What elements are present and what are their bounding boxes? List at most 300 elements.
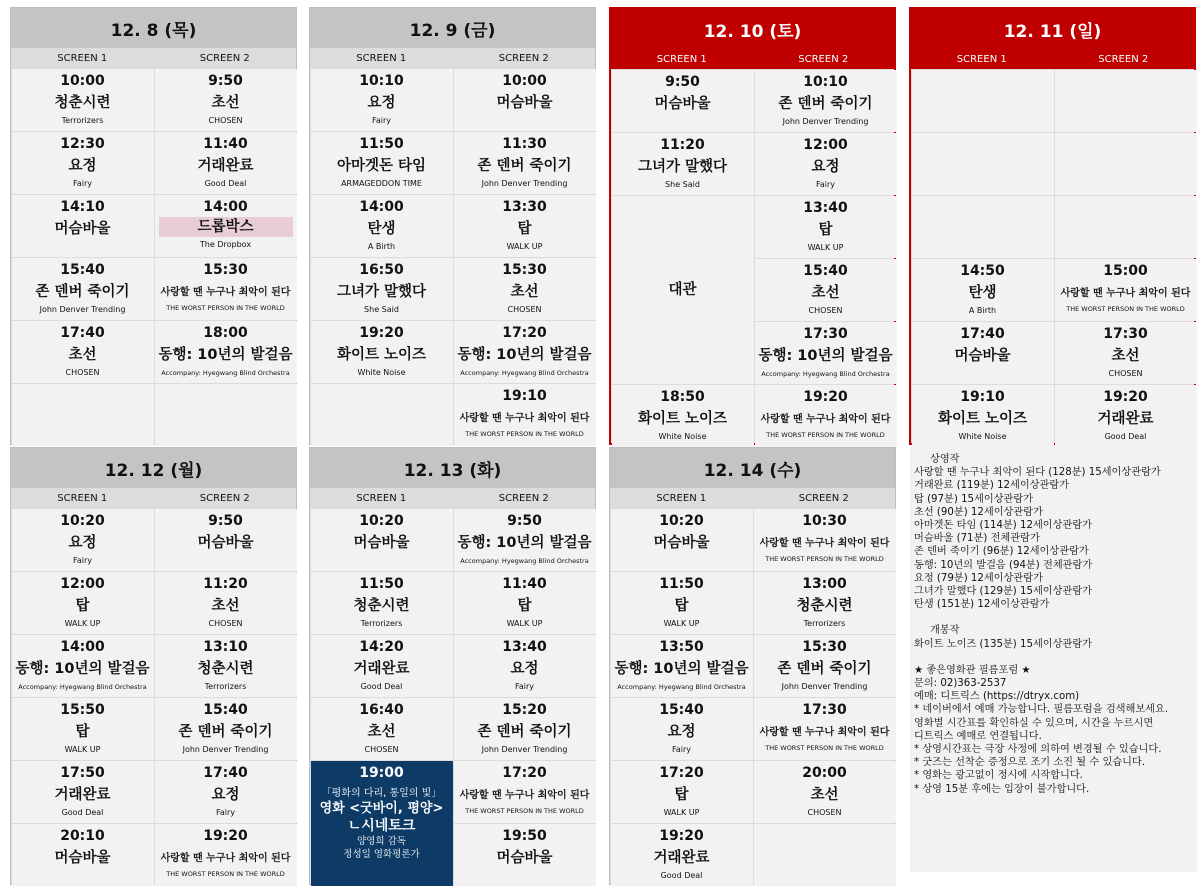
- screen-1-label: SCREEN 1: [656, 492, 707, 504]
- film-title-ko: 머슴바울: [654, 96, 711, 113]
- film-title-en: THE WORST PERSON IN THE WORLD: [765, 555, 884, 564]
- screening-cell[interactable]: [155, 635, 297, 697]
- film-title-en: Fairy: [72, 556, 92, 566]
- film-title-en: CHOSEN: [364, 745, 399, 755]
- screening-cell[interactable]: [1055, 259, 1197, 321]
- screening-cell[interactable]: [454, 132, 596, 194]
- screening-cell[interactable]: [754, 572, 896, 634]
- screening-cell[interactable]: [912, 322, 1054, 384]
- day-schedule: [609, 447, 896, 885]
- screening-cell[interactable]: [611, 572, 753, 634]
- screening-time: 11:20: [660, 137, 705, 154]
- film-title-ko: 청춘시련: [54, 95, 111, 112]
- screen-2-label: SCREEN 2: [498, 52, 549, 64]
- film-title-en: ARMAGEDDON TIME: [341, 179, 422, 189]
- film-title-ko: 동행: 10년의 발걸음: [457, 347, 592, 364]
- screening-cell[interactable]: [755, 70, 897, 132]
- screening-cell[interactable]: [311, 698, 453, 760]
- film-title-en: John Denver Trending: [781, 682, 868, 692]
- event-title: 영화 <굿바이, 평양>: [319, 801, 444, 817]
- screen-headers: [11, 48, 296, 68]
- film-title-ko: 탑: [517, 598, 532, 615]
- screening-cell[interactable]: [612, 133, 754, 195]
- screening-cell[interactable]: [155, 698, 297, 760]
- film-rating-item: 그녀가 말했다 (129분) 15세이상관람가: [914, 586, 1093, 598]
- day-schedule: [609, 7, 896, 445]
- day-date: 12. 11 (일): [911, 9, 1194, 49]
- info-line: * 상영시간표는 극장 사정에 의하여 변경될 수 있습니다.: [914, 744, 1162, 756]
- film-title-en: CHOSEN: [208, 116, 243, 126]
- screening-cell: [12, 384, 154, 446]
- info-line: 예매: 디트릭스 (https://dtryx.com): [914, 691, 1080, 703]
- film-title-ko: 존 덴버 죽이기: [477, 724, 572, 741]
- screening-time: 16:50: [359, 262, 404, 279]
- screening-cell[interactable]: [454, 572, 596, 634]
- film-rating-item: 동행: 10년의 발걸음 (94분) 전체관람가: [914, 559, 1093, 571]
- film-title-ko: 거래완료: [197, 158, 254, 175]
- screen-headers: [611, 49, 894, 69]
- screening-cell[interactable]: [912, 385, 1054, 447]
- info-line: 디트릭스 예매로 연결됩니다.: [914, 730, 1042, 742]
- screening-cell[interactable]: [611, 698, 753, 760]
- screening-cell[interactable]: [754, 698, 896, 760]
- screening-cell[interactable]: [311, 195, 453, 257]
- screening-time: 9:50: [208, 513, 243, 530]
- screening-time: 18:00: [203, 325, 248, 342]
- films-list: [914, 466, 1193, 611]
- screen-1-label: SCREEN 1: [656, 53, 707, 65]
- film-rating-item: 초선 (90분) 12세이상관람가: [914, 506, 1043, 518]
- screening-cell[interactable]: [12, 698, 154, 760]
- screening-time: 13:10: [203, 639, 248, 656]
- screening-time: 14:20: [359, 639, 404, 656]
- film-title-en: WALK UP: [663, 619, 700, 629]
- film-title-en: John Denver Trending: [481, 745, 568, 755]
- info-line: 문의: 02)363-2537: [914, 678, 1007, 690]
- film-title-en: CHOSEN: [807, 808, 842, 818]
- screening-time: 15:00: [1103, 263, 1148, 280]
- day-date: 12. 14 (수): [610, 448, 895, 488]
- screening-time: 17:40: [60, 325, 105, 342]
- screening-time: 14:10: [60, 199, 105, 216]
- screening-time: 12:00: [803, 137, 848, 154]
- films-heading: 상영작: [930, 454, 960, 465]
- film-title-en: THE WORST PERSON IN THE WORLD: [765, 744, 884, 753]
- film-title-en: White Noise: [958, 432, 1007, 442]
- screening-cell[interactable]: [755, 133, 897, 195]
- film-title-ko: 청춘시련: [796, 598, 853, 615]
- screen-headers: [310, 488, 595, 508]
- screening-time: 14:00: [203, 199, 248, 216]
- screening-time: 15:30: [502, 262, 547, 279]
- screen-1-label: SCREEN 1: [356, 492, 407, 504]
- screening-cell[interactable]: [454, 69, 596, 131]
- film-title-ko: 요정: [811, 159, 840, 176]
- screening-cell[interactable]: [454, 761, 596, 823]
- screening-cell[interactable]: [454, 384, 596, 446]
- film-title-ko: 머슴바울: [653, 535, 710, 552]
- screen-1-label: SCREEN 1: [57, 492, 108, 504]
- screening-cell[interactable]: [311, 258, 453, 320]
- film-title-ko: 드롭박스: [159, 217, 293, 237]
- film-title-en: Terrorizers: [61, 116, 104, 126]
- screening-cell[interactable]: [612, 385, 754, 447]
- film-title-en: Fairy: [72, 179, 92, 189]
- screening-time: 9:50: [208, 73, 243, 90]
- screening-time: 15:40: [659, 702, 704, 719]
- film-title-ko: 존 덴버 죽이기: [777, 661, 872, 678]
- info-line: 영화별 시간표를 확인하실 수 있으며, 시간을 누르시면: [914, 717, 1154, 729]
- screening-time: 11:30: [502, 136, 547, 153]
- screening-time: 19:20: [1103, 389, 1148, 406]
- screening-time: 15:40: [60, 262, 105, 279]
- film-title-ko: 거래완료: [54, 787, 111, 804]
- screening-time: 20:00: [802, 765, 847, 782]
- screening-cell[interactable]: [12, 509, 154, 571]
- film-rating-item: 탄생 (151분) 12세이상관람가: [914, 599, 1050, 611]
- screening-cell[interactable]: [454, 509, 596, 571]
- film-rating-item: 머슴바울 (71분) 전체관람가: [914, 533, 1040, 545]
- film-title-ko: 요정: [68, 535, 97, 552]
- screening-cell[interactable]: [755, 196, 897, 258]
- screening-cell[interactable]: [454, 321, 596, 383]
- day-date: 12. 13 (화): [310, 448, 595, 488]
- film-title-en: Fairy: [371, 116, 391, 126]
- film-title-en: Accompany: Hyegwang Blind Orchestra: [18, 683, 147, 692]
- screening-time: 9:50: [507, 513, 542, 530]
- screening-cell[interactable]: [754, 509, 896, 571]
- film-title-ko: 청춘시련: [353, 598, 410, 615]
- screening-cell[interactable]: [611, 761, 753, 823]
- screening-cell[interactable]: [155, 321, 297, 383]
- film-title-ko: 아마겟돈 타임: [336, 158, 427, 175]
- screening-cell[interactable]: [311, 69, 453, 131]
- screening-cell[interactable]: [12, 321, 154, 383]
- screen-1-label: SCREEN 1: [956, 53, 1007, 65]
- film-title-ko: 머슴바울: [54, 221, 111, 238]
- info-line: * 영화는 광고없이 정시에 시작합니다.: [914, 770, 1083, 782]
- screening-cell[interactable]: [454, 195, 596, 257]
- screen-2-label: SCREEN 2: [1098, 53, 1149, 65]
- screening-cell[interactable]: [311, 509, 453, 571]
- film-title-ko: 사랑할 땐 누구나 최악이 된다: [459, 790, 590, 802]
- rental-cell: [612, 196, 754, 384]
- film-title-ko: 초선: [211, 95, 240, 112]
- film-rating-item: 탑 (97분) 15세이상관람가: [914, 493, 1034, 505]
- screening-cell[interactable]: [12, 635, 154, 697]
- screening-cell[interactable]: [155, 132, 297, 194]
- screening-cell[interactable]: [155, 572, 297, 634]
- film-title-ko: 요정: [211, 787, 240, 804]
- film-title-en: Accompany: Hyegwang Blind Orchestra: [161, 369, 290, 378]
- screening-time: 13:50: [659, 639, 704, 656]
- screening-cell[interactable]: [155, 258, 297, 320]
- film-title-ko: 사랑할 땐 누구나 최악이 된다: [1060, 288, 1191, 300]
- film-title-en: WALK UP: [64, 745, 101, 755]
- screening-time: 15:30: [802, 639, 847, 656]
- screen-headers: [610, 488, 895, 508]
- film-title-en: Accompany: Hyegwang Blind Orchestra: [617, 683, 746, 692]
- film-title-en: John Denver Trending: [481, 179, 568, 189]
- screen-headers: [911, 49, 1194, 69]
- film-title-ko: 요정: [68, 158, 97, 175]
- screening-time: 19:20: [803, 389, 848, 406]
- screening-time: 20:10: [60, 828, 105, 845]
- film-title-en: A Birth: [968, 306, 997, 316]
- screening-time: 14:00: [60, 639, 105, 656]
- film-title-en: WALK UP: [506, 619, 543, 629]
- screen-1-label: SCREEN 1: [356, 52, 407, 64]
- film-title-ko: 그녀가 말했다: [336, 284, 427, 301]
- film-title-ko: 탑: [75, 598, 90, 615]
- screen-2-label: SCREEN 2: [199, 492, 250, 504]
- film-title-en: WALK UP: [506, 242, 543, 252]
- film-rating-item: 거래완료 (119분) 12세이상관람가: [914, 480, 1070, 492]
- day-date: 12. 8 (목): [11, 8, 296, 48]
- film-title-en: She Said: [665, 180, 700, 190]
- screening-time: 16:40: [359, 702, 404, 719]
- screening-time: 10:30: [802, 513, 847, 530]
- screen-2-label: SCREEN 2: [798, 53, 849, 65]
- film-title-en: Good Deal: [61, 808, 104, 818]
- screening-time: 10:00: [60, 73, 105, 90]
- screening-time: 19:10: [502, 388, 547, 405]
- screening-cell[interactable]: [12, 69, 154, 131]
- special-event-cell[interactable]: [311, 761, 453, 886]
- film-title-ko: 초선: [810, 787, 839, 804]
- screening-cell[interactable]: [454, 824, 596, 886]
- screening-cell[interactable]: [611, 509, 753, 571]
- film-title-ko: 동행: 10년의 발걸음: [758, 348, 893, 365]
- screening-cell[interactable]: [12, 761, 154, 823]
- film-title-en: White Noise: [357, 368, 406, 378]
- film-title-en: Fairy: [215, 808, 235, 818]
- film-title-ko: 초선: [811, 285, 840, 302]
- screening-time: 12:30: [60, 136, 105, 153]
- day-date: 12. 12 (월): [11, 448, 296, 488]
- screening-time: 11:40: [203, 136, 248, 153]
- event-guest: 정성일 영화평론가: [343, 849, 420, 861]
- screening-cell[interactable]: [311, 321, 453, 383]
- film-title-ko: 머슴바울: [496, 95, 553, 112]
- film-title-ko: 거래완료: [1097, 411, 1154, 428]
- screen-2-label: SCREEN 2: [498, 492, 549, 504]
- screening-time: 10:20: [359, 513, 404, 530]
- screening-cell[interactable]: [155, 195, 297, 257]
- film-title-en: Fairy: [815, 180, 835, 190]
- film-title-ko: 머슴바울: [496, 850, 553, 867]
- film-title-en: THE WORST PERSON IN THE WORLD: [766, 431, 885, 440]
- screening-time: 15:20: [502, 702, 547, 719]
- film-title-ko: 존 덴버 죽이기: [778, 96, 873, 113]
- screening-cell: [912, 70, 1054, 132]
- film-title-en: CHOSEN: [1108, 369, 1143, 379]
- screening-cell[interactable]: [1055, 322, 1197, 384]
- film-title-en: Good Deal: [360, 682, 403, 692]
- film-title-en: Good Deal: [1104, 432, 1147, 442]
- film-title-en: Accompany: Hyegwang Blind Orchestra: [761, 370, 890, 379]
- screening-time: 14:00: [359, 199, 404, 216]
- film-title-ko: 초선: [510, 284, 539, 301]
- screening-cell[interactable]: [912, 259, 1054, 321]
- screening-time: 19:50: [502, 828, 547, 845]
- film-title-ko: 초선: [68, 347, 97, 364]
- film-rating-item: 존 덴버 죽이기 (96분) 12세이상관람가: [914, 546, 1089, 558]
- film-title-ko: 존 덴버 죽이기: [477, 158, 572, 175]
- screening-time: 17:20: [502, 325, 547, 342]
- screening-cell[interactable]: [1055, 385, 1197, 447]
- day-schedule: [909, 7, 1196, 445]
- rental-label: 대관: [668, 282, 697, 299]
- screening-cell: [912, 196, 1054, 258]
- screening-cell[interactable]: [12, 572, 154, 634]
- day-schedule: [309, 447, 596, 885]
- film-title-en: CHOSEN: [507, 305, 542, 315]
- film-title-ko: 사랑할 땐 누구나 최악이 된다: [759, 727, 890, 739]
- film-title-ko: 거래완료: [353, 661, 410, 678]
- screening-cell[interactable]: [755, 385, 897, 447]
- event-guest: 양영희 감독: [357, 836, 406, 848]
- film-title-ko: 동행: 10년의 발걸음: [457, 535, 592, 552]
- screening-cell[interactable]: [155, 824, 297, 886]
- film-title-ko: 초선: [367, 724, 396, 741]
- screening-cell[interactable]: [754, 761, 896, 823]
- film-title-en: Accompany: Hyegwang Blind Orchestra: [460, 369, 589, 378]
- screening-time: 10:10: [803, 74, 848, 91]
- film-title-en: Good Deal: [660, 871, 703, 881]
- film-title-en: Accompany: Hyegwang Blind Orchestra: [460, 557, 589, 566]
- film-rating-item: 아마겟돈 타임 (114분) 12세이상관람가: [914, 520, 1093, 532]
- film-title-ko: 탄생: [968, 285, 997, 302]
- film-title-ko: 동행: 10년의 발걸음: [158, 347, 293, 364]
- screening-time: 15:40: [803, 263, 848, 280]
- film-title-ko: 탑: [818, 222, 833, 239]
- film-title-ko: 머슴바울: [197, 535, 254, 552]
- screening-time: 11:50: [359, 136, 404, 153]
- screening-cell: [155, 384, 297, 446]
- info-list: [914, 664, 1193, 796]
- notes-panel: [910, 447, 1197, 872]
- screening-cell[interactable]: [12, 132, 154, 194]
- film-title-ko: 초선: [1111, 348, 1140, 365]
- screening-cell[interactable]: [155, 69, 297, 131]
- film-title-en: THE WORST PERSON IN THE WORLD: [465, 807, 584, 816]
- film-title-en: WALK UP: [64, 619, 101, 629]
- info-line: ★ 좋은영화관 필름포럼 ★: [914, 664, 1031, 676]
- screening-cell[interactable]: [12, 195, 154, 257]
- screening-cell[interactable]: [611, 635, 753, 697]
- film-title-en: WALK UP: [663, 808, 700, 818]
- screening-cell[interactable]: [155, 509, 297, 571]
- screening-time: 19:20: [659, 828, 704, 845]
- event-subtitle: 「평화의 다리, 통일의 빛」: [321, 788, 442, 800]
- screening-cell[interactable]: [311, 132, 453, 194]
- film-title-ko: 사랑할 땐 누구나 최악이 된다: [759, 538, 890, 550]
- film-title-en: John Denver Trending: [39, 305, 126, 315]
- screening-time: 15:40: [203, 702, 248, 719]
- event-type: ㄴ시네토크: [347, 818, 416, 835]
- screening-cell[interactable]: [611, 824, 753, 886]
- screening-cell[interactable]: [155, 761, 297, 823]
- screening-time: 10:20: [60, 513, 105, 530]
- film-title-ko: 초선: [211, 598, 240, 615]
- screening-cell: [754, 824, 896, 886]
- screening-time: 9:50: [665, 74, 700, 91]
- screening-time: 17:20: [659, 765, 704, 782]
- film-title-en: WALK UP: [807, 243, 844, 253]
- screening-time: 18:50: [660, 389, 705, 406]
- screening-cell[interactable]: [12, 824, 154, 886]
- day-schedule: [10, 7, 297, 445]
- screening-cell: [912, 133, 1054, 195]
- screening-cell: [1055, 70, 1197, 132]
- film-title-en: THE WORST PERSON IN THE WORLD: [1066, 305, 1185, 314]
- film-title-ko: 화이트 노이즈: [637, 411, 728, 428]
- film-rating-item: 사랑할 땐 누구나 최악이 된다 (128분) 15세이상관람가: [914, 467, 1161, 479]
- film-title-ko: 사랑할 땐 누구나 최악이 된다: [160, 853, 291, 865]
- film-title-ko: 요정: [510, 661, 539, 678]
- screening-cell: [1055, 133, 1197, 195]
- film-title-ko: 요정: [667, 724, 696, 741]
- film-title-ko: 사랑할 땐 누구나 최악이 된다: [160, 287, 291, 299]
- screening-time: 19:10: [960, 389, 1005, 406]
- day-schedule: [10, 447, 297, 885]
- film-title-en: The Dropbox: [199, 240, 252, 250]
- film-title-ko: 머슴바울: [54, 850, 111, 867]
- screening-cell[interactable]: [454, 635, 596, 697]
- film-rating-item: 요정 (79분) 12세이상관람가: [914, 572, 1043, 584]
- screening-time: 19:20: [359, 325, 404, 342]
- screening-time: 15:50: [60, 702, 105, 719]
- screening-time: 11:50: [359, 576, 404, 593]
- film-title-ko: 동행: 10년의 발걸음: [614, 661, 749, 678]
- film-title-en: CHOSEN: [808, 306, 843, 316]
- film-title-ko: 화이트 노이즈: [937, 411, 1028, 428]
- screening-time: 13:40: [502, 639, 547, 656]
- screening-time: 13:30: [502, 199, 547, 216]
- screening-time: 17:40: [203, 765, 248, 782]
- film-title-ko: 사랑할 땐 누구나 최악이 된다: [459, 413, 590, 425]
- screening-time: 11:50: [659, 576, 704, 593]
- screening-cell[interactable]: [755, 259, 897, 321]
- screening-cell[interactable]: [311, 635, 453, 697]
- info-line: * 네이버에서 예매 가능합니다. 필름포럼을 검색해보세요.: [914, 704, 1169, 716]
- screening-cell[interactable]: [12, 258, 154, 320]
- screening-cell[interactable]: [454, 698, 596, 760]
- film-title-en: Terrorizers: [803, 619, 846, 629]
- screening-cell[interactable]: [754, 635, 896, 697]
- film-title-ko: 청춘시련: [197, 661, 254, 678]
- film-title-en: Terrorizers: [204, 682, 247, 692]
- screening-time: 17:40: [960, 326, 1005, 343]
- screening-cell[interactable]: [454, 258, 596, 320]
- screening-time: 10:10: [359, 73, 404, 90]
- film-title-en: Terrorizers: [360, 619, 403, 629]
- screening-time: 15:30: [203, 262, 248, 279]
- screening-cell[interactable]: [755, 322, 897, 384]
- film-title-ko: 탑: [674, 787, 689, 804]
- screening-time: 17:50: [60, 765, 105, 782]
- screening-cell[interactable]: [311, 572, 453, 634]
- film-title-en: Good Deal: [204, 179, 247, 189]
- day-date: 12. 10 (토): [611, 9, 894, 49]
- screening-cell[interactable]: [612, 70, 754, 132]
- film-title-ko: 머슴바울: [954, 348, 1011, 365]
- film-title-ko: 화이트 노이즈: [336, 347, 427, 364]
- opening-heading: 개봉작: [930, 625, 960, 637]
- screening-cell: [311, 384, 453, 446]
- film-title-en: White Noise: [658, 432, 707, 442]
